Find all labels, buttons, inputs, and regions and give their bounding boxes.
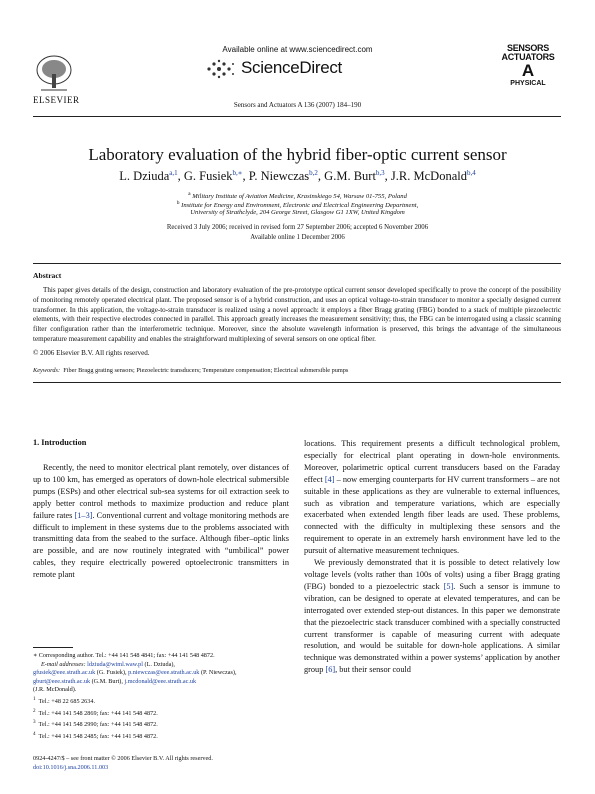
sciencedirect-dots-icon	[205, 59, 235, 79]
author-name: J.R. McDonald	[390, 169, 467, 184]
doi-link[interactable]: doi:10.1016/j.sna.2006.11.003	[33, 764, 109, 771]
issn-line: 0924-4247/$ – see front matter © 2006 Elsevier B.V. All rights reserved.	[33, 755, 213, 762]
section-heading: 1. Introduction	[33, 438, 87, 447]
journal-logo-line: A	[521, 61, 535, 80]
email-label: E-mail addresses:	[41, 660, 86, 668]
publisher-name: ELSEVIER	[33, 95, 80, 105]
author-name: P. Niewczas	[248, 169, 310, 184]
footnote-emails	[33, 678, 289, 687]
footnote-text: Tel.: +44 141 548 2990; fax: +44 141 548 4872.	[38, 721, 158, 729]
footnote-corresponding: ∗ Corresponding author. Tel.: +44 141 548 4841; fax: +44 141 548 4872.	[33, 652, 215, 659]
article-title: Laboratory evaluation of the hybrid fiber-optic current sensor	[88, 145, 507, 164]
author-name: G. Fusiek	[183, 169, 233, 184]
affiliation-text: Military Institute of Aviation Medicine, Krasinskiego 54, Warsaw 01-755, Poland	[192, 193, 407, 201]
header-rule	[33, 116, 561, 117]
available-online: Available online at www.sciencedirect.com	[222, 45, 373, 54]
journal-logo	[496, 44, 560, 88]
footnote-emails: (J.R. McDonald).	[33, 686, 77, 694]
affiliation	[0, 208, 595, 217]
footnotes	[33, 652, 289, 742]
email-link[interactable]: p.niewczas@eee.strath.ac.uk	[128, 669, 200, 677]
citation-link[interactable]: [4]	[324, 474, 335, 484]
elsevier-tree-icon	[33, 54, 75, 94]
author-name: G.M. Burt	[324, 169, 376, 184]
email-link[interactable]: gfusiek@eee.strath.ac.uk	[33, 669, 96, 677]
author-sup[interactable]: b,3	[375, 169, 385, 177]
footnote-emails	[33, 669, 289, 678]
journal-reference: Sensors and Actuators A 136 (2007) 184–190	[233, 101, 362, 109]
paragraph	[304, 438, 560, 557]
online-date: Available online 1 December 2006	[250, 234, 345, 241]
email-owner: (G. Fusiek),	[95, 669, 129, 677]
footnote-text: Tel.: +44 141 548 2869; fax: +44 141 548 4872.	[38, 709, 158, 717]
journal-logo-line: SENSORS	[507, 43, 549, 53]
citation-link[interactable]: [6]	[325, 665, 336, 675]
affiliation-text: University of Strathclyde, 204 George Street, Glasgow G1 1XW, United Kingdom	[190, 209, 405, 216]
affiliation-text: Institute for Energy and Environment, Electronic and Electrical Engineering Department,	[181, 202, 419, 210]
email-owner: (G.M. Burt),	[90, 677, 125, 685]
sciencedirect-brand[interactable]	[205, 56, 395, 82]
publisher-logo	[33, 54, 80, 105]
author-sup[interactable]: a,1	[169, 169, 178, 177]
received-dates: Received 3 July 2006; received in revised form 27 September 2006; accepted 6 November 2006	[166, 224, 429, 231]
paragraph-text: – now emerging counterparts for HV current transformers – are not suitable in these applications as they are vulnerable to external influences, such as vibration and temperature variations, which are especially exacerbated when extended length fiber leads are used. These problems, connected with the difficulty in multiplexing these sensors and the requirement to operate in an extremely harsh environment have led to the pursuit of alternative measurement techniques.	[304, 474, 560, 556]
author-list: L. Dziuda$^{a,1}$, G. Fusiek$^{b,∗}$, P. Niewczas$^{b,2}$, G.M. Burt$^{b,3}$, J.R. McDonald$^{b,4}$	[119, 169, 476, 184]
abstract-heading: Abstract	[33, 271, 62, 280]
footnote-emails	[33, 661, 289, 670]
abstract-rule-top	[33, 263, 561, 264]
paragraph-text: . Such a sensor is immune to vibration, can be designed to operate at elevated temperatures, and can be interrogated over extended step-out distances. In this paper we demonstrate that the piezoelectric stack transducer combined with a specially constructed current transformer is capable of measuring current with adequate resolution, and would be suitable for down-hole applications. A similar technique was demonstrated within a power systems’ application by another group	[304, 581, 560, 675]
footnote-text: Tel.: +48 22 685 2634.	[38, 698, 96, 706]
abstract-copyright: © 2006 Elsevier B.V. All rights reserved.	[33, 349, 150, 357]
keywords-label: Keywords:	[33, 367, 61, 374]
paragraph	[304, 557, 560, 676]
keywords	[33, 367, 561, 374]
email-link[interactable]: ldziuda@wiml.waw.pl	[87, 660, 143, 668]
email-owner: (L. Dziuda),	[143, 660, 175, 668]
footnote-4: $^4$ Tel.: +44 141 548 2485; fax: +44 141 548 4872.	[33, 730, 158, 740]
body-column-right	[304, 438, 560, 676]
footnote-3: $^3$ Tel.: +44 141 548 2990; fax: +44 141 548 4872.	[33, 719, 158, 729]
email-link[interactable]: j.mcdonald@eee.strath.ac.uk	[124, 677, 197, 685]
citation-link[interactable]: [5]	[443, 581, 454, 591]
affiliation-sup: b	[176, 200, 180, 206]
footnote-2: $^2$ Tel.: +44 141 548 2869; fax: +44 141 548 4872.	[33, 707, 158, 717]
paragraph-text: , but their sensor could	[335, 665, 411, 675]
author-sup[interactable]: b,∗	[232, 169, 243, 177]
email-link[interactable]: gburt@eee.strath.ac.uk	[33, 677, 91, 685]
author-sup[interactable]: b,4	[466, 169, 476, 177]
body-column-left	[33, 462, 289, 581]
affiliation-sup: a	[188, 191, 191, 197]
footnote-text: Tel.: +44 141 548 2485; fax: +44 141 548 4872.	[38, 733, 158, 740]
abstract-text: This paper gives details of the design, construction and laboratory evaluation of the pre-prototype optical current sensor developed specifically to prove the concept of the possibility of monitoring remotely operated electrical plant. The proposed sensor is of a hybrid construction, and uses an optical voltage-to-strain transducer to monitor a specially designed current transformer. In this application, the voltage-to-strain transducer is realized using a novel approach: it employs a fiber Bragg grating (FBG) bonded to a stack of multiple piezoelectric elements, with their respective electrodes connected in parallel. This approach greatly increases the measurement sensitivity; thus, the FBG can be interrogated using a classic scanning filter configuration rather than the interferometric technique. Moreover, since the absolute wavelength information is preserved, this brings the advantage of the simultaneous temperature measurement capability and enables the straightforward multiplexing of several sensors on one optical fiber.	[33, 286, 561, 343]
keywords-list: Fiber Bragg grating sensors; Piezoelectric transducers; Temperature compensation; Electrical submersible pumps	[63, 367, 349, 374]
journal-logo-line: ACTUATORS	[501, 52, 555, 62]
paragraph-text: . Conventional current and voltage monitoring methods are difficult to implement in these systems due to the problems associated with transmitting data from the seabed to the surface. Although fiber–optic links are possible, and are now routinely integrated with “umbilical” power cables, they require electrically powered optoelectronic transmitters in remote plant	[33, 510, 289, 580]
abstract-rule-bottom	[33, 382, 561, 383]
journal-logo-line: PHYSICAL	[510, 80, 546, 87]
paragraph-text: We previously demonstrated that it is possible to detect relatively low voltage levels (volts rather than 100s of volts) using a fiber Bragg grating (FBG) bonded to a piezoelectric stack	[304, 558, 560, 591]
author-sup[interactable]: b,2	[309, 169, 318, 177]
email-owner: (P. Niewczas),	[199, 669, 237, 677]
paragraph-text: locations. This requirement presents a difficult technological problem, especially for electrical plant operating in down-hole environments. Moreover, polarimetric optical current transducers based on the Faraday effect	[304, 439, 560, 484]
paragraph-text: Recently, the need to monitor electrical plant remotely, over distances of up to 100 km, has emerged as operators of down-hole electrical submersible pumps (ESPs) and other electrical sub-sea systems for oil extraction seek to apply better control methods to maximize production and reduce plant failure rates	[33, 463, 289, 520]
sciencedirect-name: ScienceDirect	[241, 58, 342, 77]
paragraph	[33, 462, 289, 581]
author-name: L. Dziuda	[119, 169, 170, 184]
issn-block	[33, 754, 213, 772]
footnote-rule	[33, 647, 73, 648]
footnote-1: $^1$ Tel.: +48 22 685 2634.	[33, 695, 96, 706]
citation-link[interactable]: [1–3]	[74, 510, 93, 520]
